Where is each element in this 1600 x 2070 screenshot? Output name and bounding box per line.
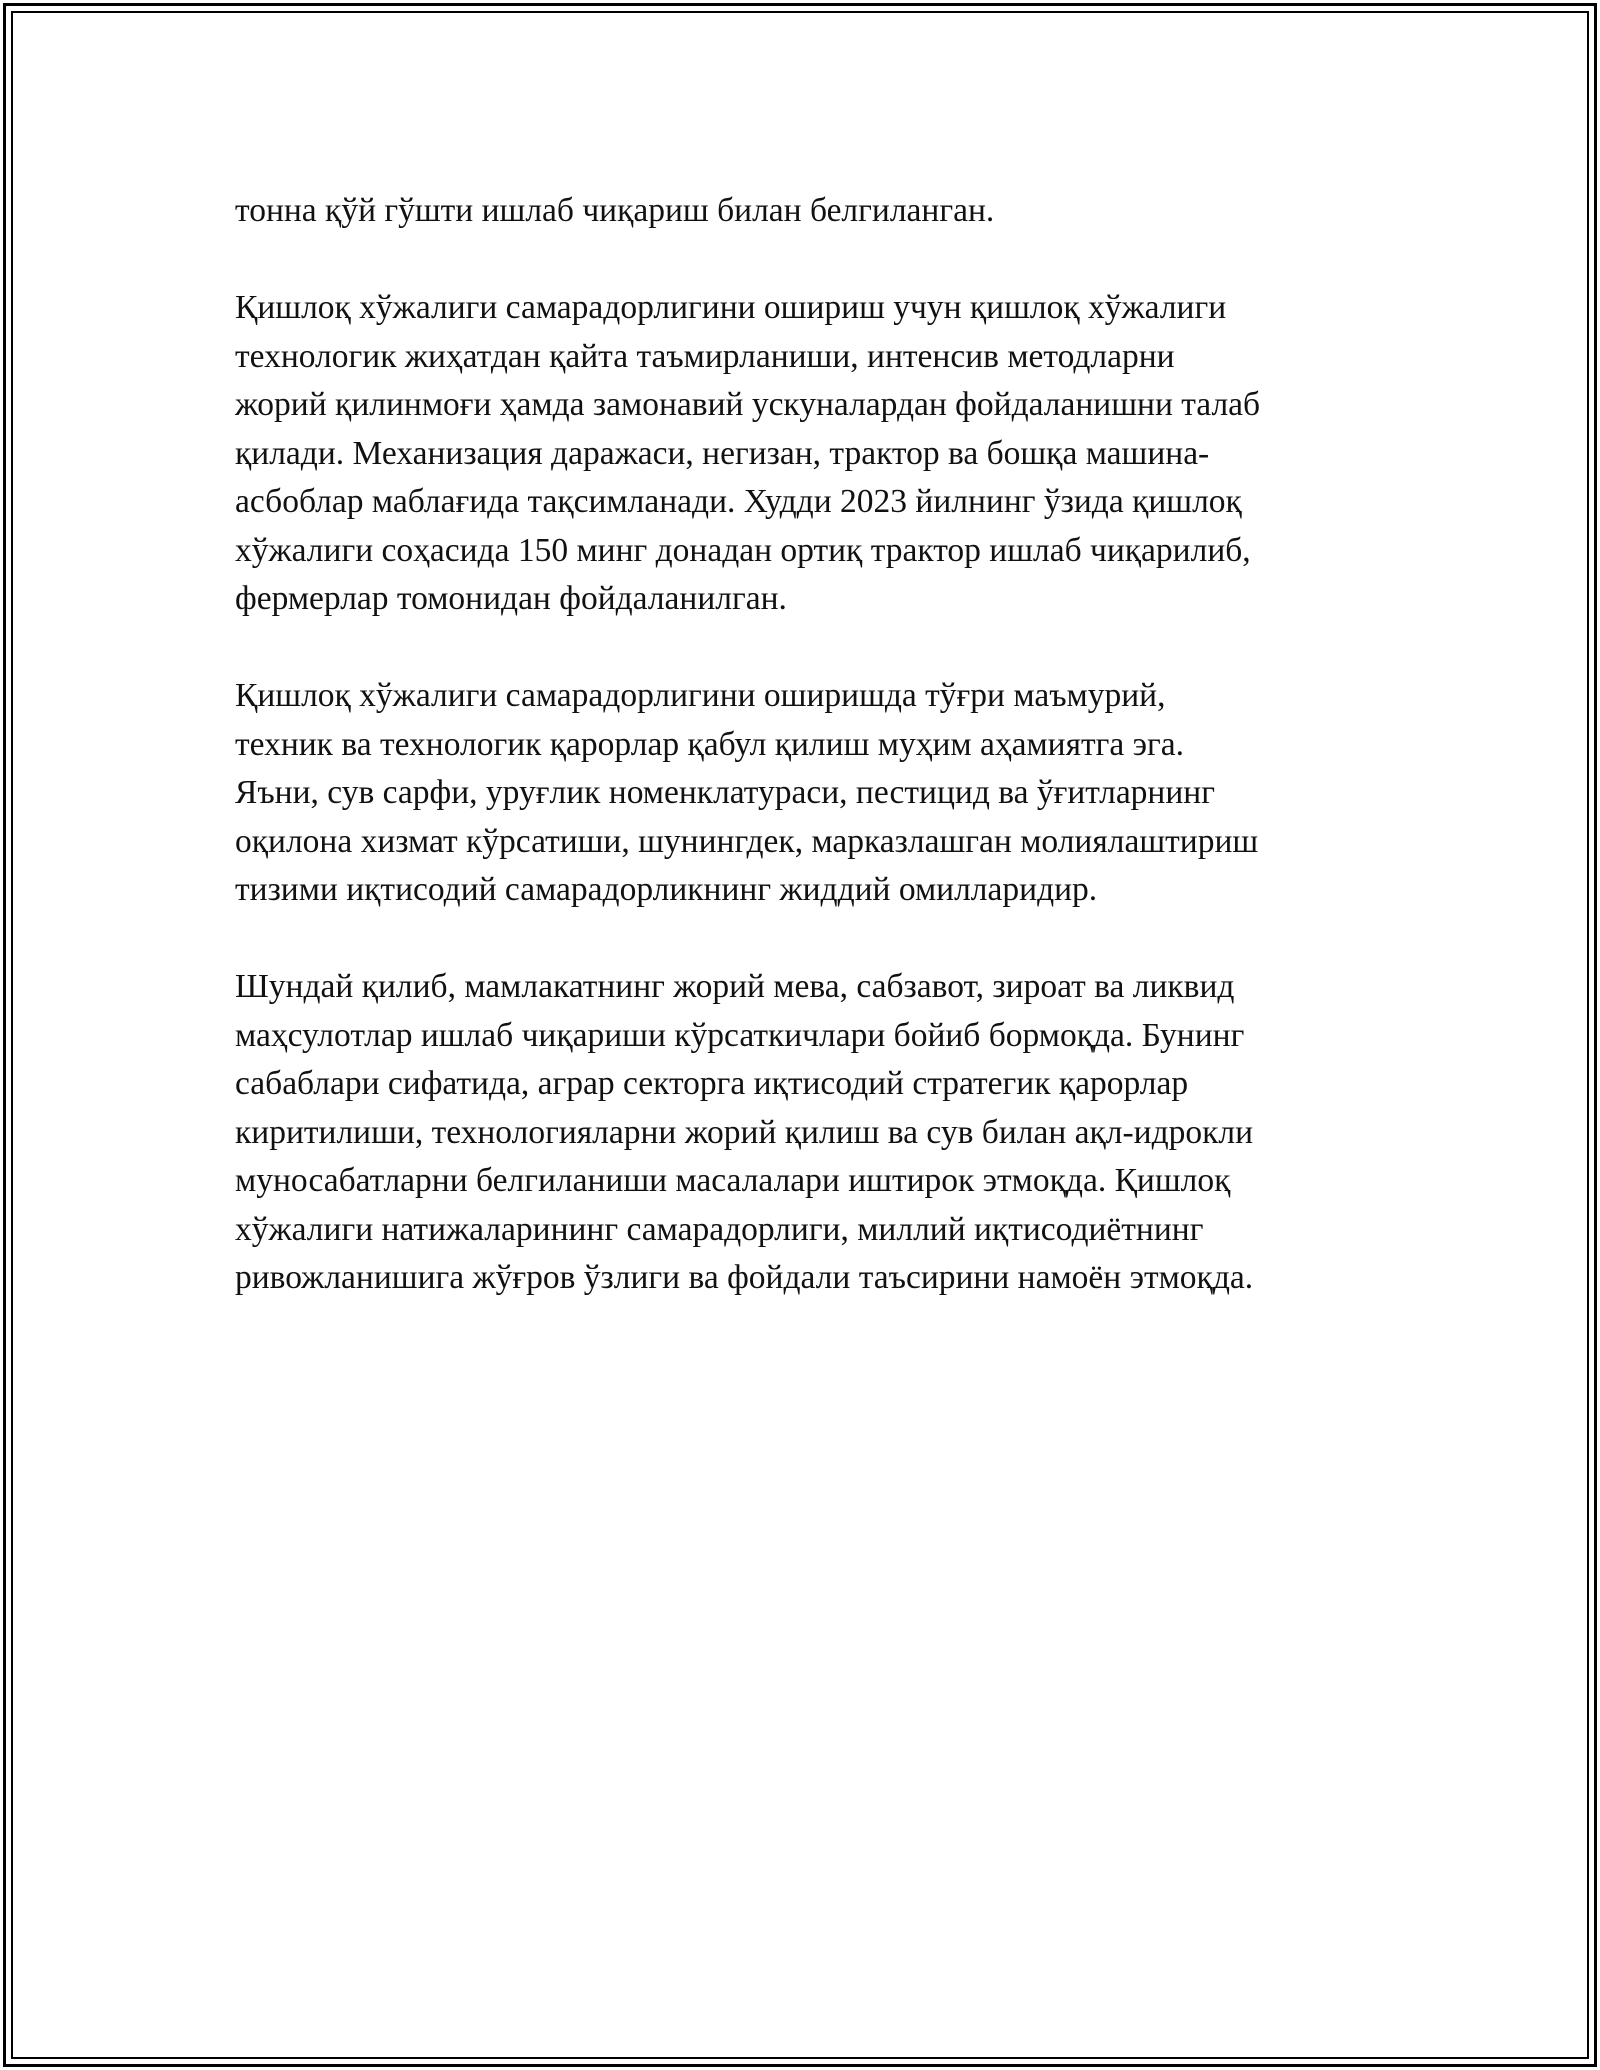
paragraph-3: Қишлоқ хўжалиги самарадорлигини оширишда тўғри маъмурий, техник ва технологик қарорлар қабул қилиш муҳим аҳамиятга эга. Яъни, сув сарфи, уруғлик номенклатураси, пестицид ва ўғитларнинг оқилона хизмат кўрсатиши, шунингдек, марказлашган молиялаштириш тизими иқтисодий самарадорликнинг жиддий омилларидир. bbox=[235, 677, 1259, 908]
paragraph-2: Қишлоқ хўжалиги самарадорлигини ошириш учун қишлоқ хўжалиги технологик жиҳатдан қайта таъмирланиши, интенсив методларни жорий қилинмоғи ҳамда замонавий ускуналардан фойдаланишни талаб қилади. Механизация даражаси, негизан, трактор ва бошқа машина- асбоблар маблағида тақсимланади. Худди 2023 йилнинг ўзида қишлоқ хўжалиги соҳасида 150 минг донадан ортиқ трактор ишлаб чиқарилиб, фермерлар томонидан фойдаланилган. bbox=[235, 289, 1261, 617]
paragraph-4: Шундай қилиб, мамлакатнинг жорий мева, сабзавот, зироат ва ликвид маҳсулотлар ишлаб чиқариши кўрсаткичлари бойиб бормоқда. Бунинг сабаблари сифатида, аграр секторга иқтисодий стратегик қарорлар киритилиши, технологияларни жорий қилиш ва сув билан ақл-идрокли муносабатларни белгиланиши масалалари иштирок этмоқда. Қишлоқ хўжалиги натижаларининг самарадорлиги, миллий иқтисодиётнинг ривожланишига жўғров ўзлиги ва фойдали таъсирини намоён этмоқда. bbox=[235, 968, 1254, 1296]
paragraph-1: тонна қўй гўшти ишлаб чиқариш билан белгиланган. bbox=[235, 192, 995, 229]
document-body bbox=[235, 187, 1385, 1351]
